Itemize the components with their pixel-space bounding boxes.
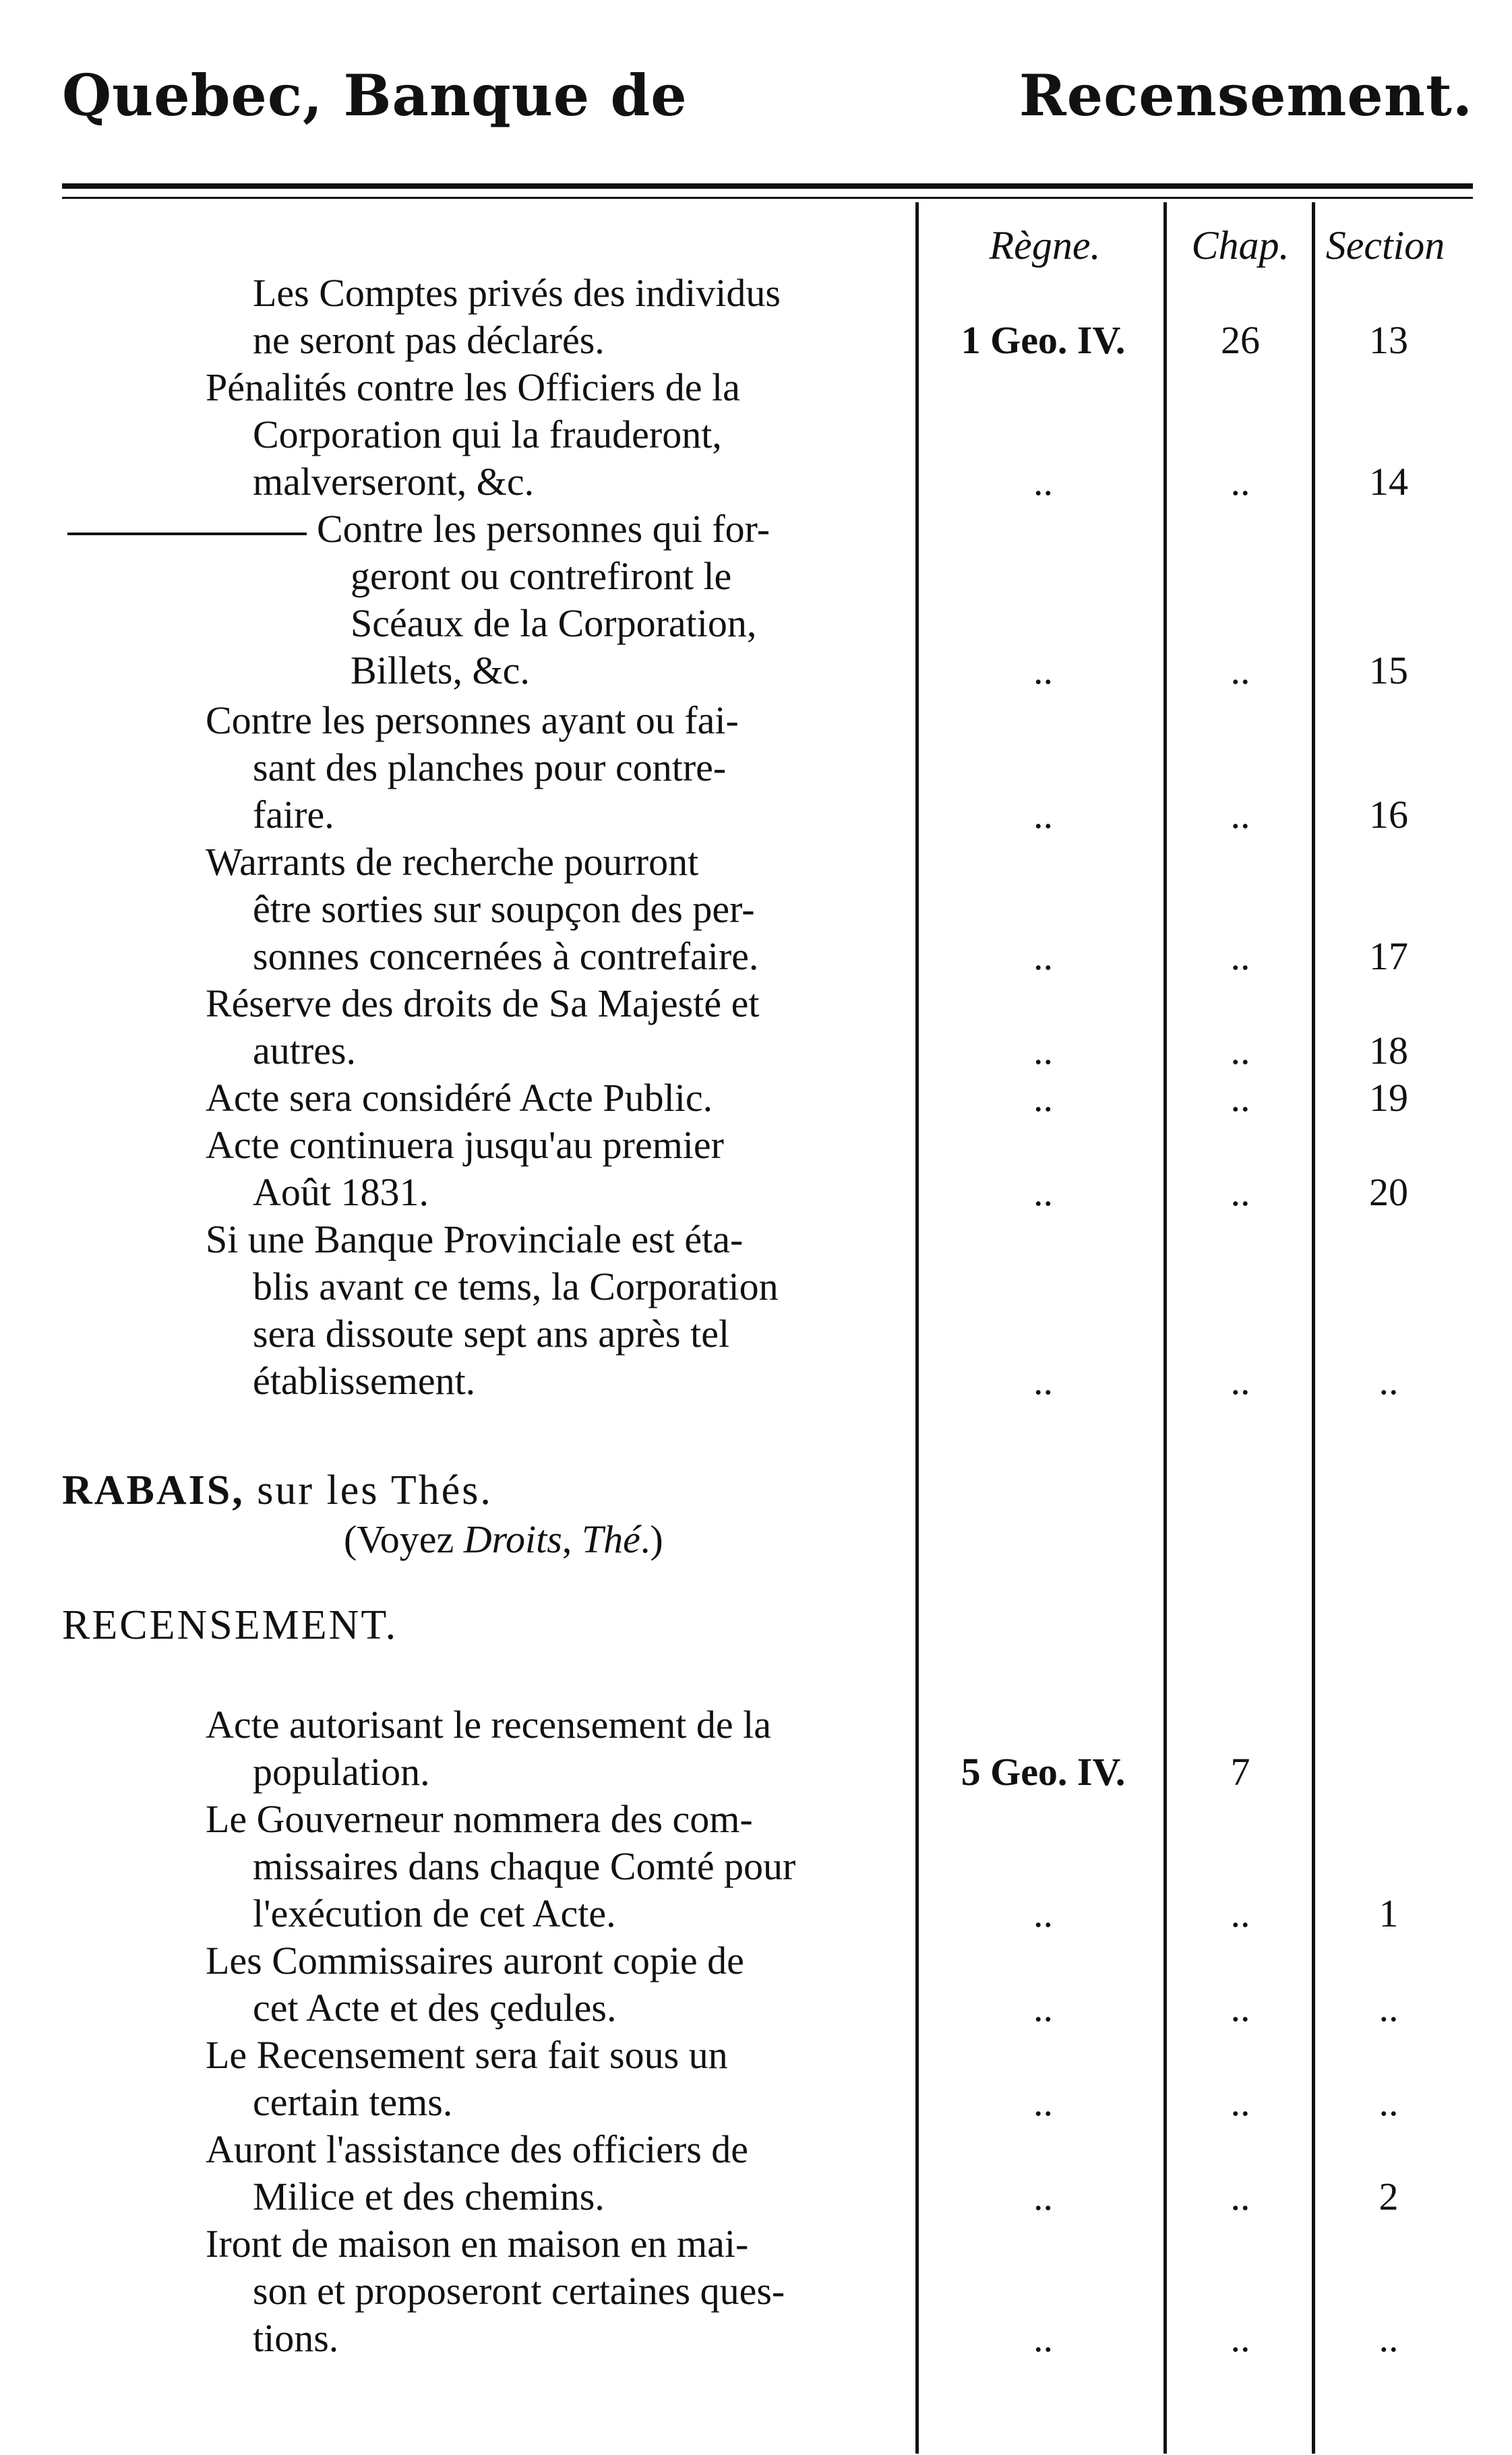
regne-cell: .. [1033, 1076, 1053, 1120]
chap-cell: .. [1230, 2175, 1250, 2218]
section-cell: 20 [1369, 1170, 1408, 1214]
column-rule-text [915, 202, 919, 2454]
ref-close: .) [640, 1517, 663, 1561]
entry-line: autres. [253, 1029, 356, 1072]
entry-line: population. [253, 1750, 430, 1794]
section-cell: 18 [1369, 1029, 1408, 1072]
section-cell: 15 [1369, 648, 1408, 692]
entry-line: son et proposeront certaines ques- [253, 2269, 785, 2313]
entry-line: malverseront, &c. [253, 460, 535, 504]
regne-cell: .. [1033, 1986, 1053, 2030]
regne-cell: 5 Geo. IV. [961, 1750, 1126, 1794]
entry-line: sant des planches pour contre- [253, 746, 727, 789]
regne-cell: .. [1033, 460, 1053, 504]
header-rule-thin [62, 197, 1473, 199]
entry-line: Corporation qui la frauderont, [253, 413, 722, 456]
section-cell: 2 [1379, 2175, 1399, 2218]
ref-separator: , [562, 1517, 582, 1561]
entry-line: Le Gouverneur nommera des com- [206, 1797, 753, 1841]
entry-line: Milice et des chemins. [253, 2175, 605, 2218]
entry-line: Pénalités contre les Officiers de la [206, 365, 740, 409]
entry-line: Le Recensement sera fait sous un [206, 2033, 728, 2077]
chap-cell: .. [1230, 1359, 1250, 1403]
entry-line: Acte autorisant le recensement de la [206, 1703, 771, 1747]
entry-line: sonnes concernées à contrefaire. [253, 934, 759, 978]
entry-line: Contre les personnes qui for- [317, 507, 770, 551]
regne-cell: .. [1033, 1170, 1053, 1214]
ditto-dash [67, 533, 307, 535]
entry-line: Warrants de recherche pourront [206, 840, 699, 884]
section-cell: 16 [1369, 793, 1408, 837]
regne-cell: .. [1033, 1029, 1053, 1072]
regne-cell: .. [1033, 648, 1053, 692]
entry-line: Acte continuera jusqu'au premier [206, 1123, 724, 1167]
entry-line: être sorties sur soupçon des per- [253, 887, 755, 931]
chap-cell: .. [1230, 2080, 1250, 2124]
section-cell: .. [1379, 1986, 1399, 2030]
recensement-heading: RECENSEMENT. [62, 1602, 398, 1648]
entry-line: Août 1831. [253, 1170, 429, 1214]
section-cell: 14 [1369, 460, 1408, 504]
entry-line: établissement. [253, 1359, 476, 1403]
entry-line: Les Commissaires auront copie de [206, 1939, 744, 1982]
entry-line: faire. [253, 793, 334, 837]
entry-line: geront ou contrefiront le [351, 554, 732, 598]
entry-line: Les Comptes privés des individus [253, 271, 781, 315]
chap-cell: .. [1230, 1076, 1250, 1120]
rabais-note: sur les Thés. [244, 1467, 493, 1513]
chap-cell: .. [1230, 1891, 1250, 1935]
rabais-heading [62, 1469, 493, 1511]
column-rule-regne [1163, 202, 1167, 2454]
column-head-chap: Chap. [1191, 223, 1290, 268]
entry-line: Scéaux de la Corporation, [351, 601, 757, 645]
entry-line: Iront de maison en maison en mai- [206, 2222, 749, 2266]
voyez-label: (Voyez [344, 1517, 464, 1561]
column-head-section: Section [1325, 223, 1445, 268]
entry-line: Réserve des droits de Sa Majesté et [206, 981, 760, 1025]
section-cell: .. [1379, 1359, 1399, 1403]
cross-reference [344, 1517, 663, 1561]
entry-line: Auront l'assistance des officiers de [206, 2127, 749, 2171]
entry-line: blis avant ce tems, la Corporation [253, 1265, 779, 1308]
entry-line: certain tems. [253, 2080, 453, 2124]
entry-line: cet Acte et des çedules. [253, 1986, 617, 2030]
regne-cell: .. [1033, 934, 1053, 978]
regne-cell: .. [1033, 2175, 1053, 2218]
entry-line: sera dissoute sept ans après tel [253, 1312, 730, 1356]
section-cell: 19 [1369, 1076, 1408, 1120]
entry-line: Billets, &c. [351, 648, 530, 692]
entry-line: ne seront pas déclarés. [253, 318, 605, 362]
rabais-term: RABAIS, [62, 1467, 245, 1513]
regne-cell: .. [1033, 793, 1053, 837]
regne-cell: .. [1033, 2316, 1053, 2360]
chap-cell: .. [1230, 1170, 1250, 1214]
section-cell: .. [1379, 2316, 1399, 2360]
column-rule-chap [1312, 202, 1315, 2454]
chap-cell: .. [1230, 460, 1250, 504]
running-header-right: Recensement. [1019, 62, 1473, 129]
chap-cell: .. [1230, 2316, 1250, 2360]
entry-line: missaires dans chaque Comté pour [253, 1844, 796, 1888]
chap-cell: .. [1230, 934, 1250, 978]
chap-cell: .. [1230, 1029, 1250, 1072]
section-cell: 1 [1379, 1891, 1399, 1935]
entry-line: Acte sera considéré Acte Public. [206, 1076, 713, 1120]
chap-cell: 7 [1230, 1750, 1250, 1794]
chap-cell: .. [1230, 648, 1250, 692]
section-cell: 13 [1369, 318, 1408, 362]
entry-line: Si une Banque Provinciale est éta- [206, 1217, 744, 1261]
column-head-regne: Règne. [989, 223, 1101, 268]
chap-cell: .. [1230, 1986, 1250, 2030]
entry-line: Contre les personnes ayant ou fai- [206, 698, 739, 742]
entry-line: tions. [253, 2316, 339, 2360]
section-cell: 17 [1369, 934, 1408, 978]
header-rule-thick [62, 183, 1473, 189]
chap-cell: 26 [1221, 318, 1260, 362]
regne-cell: .. [1033, 2080, 1053, 2124]
regne-cell: .. [1033, 1359, 1053, 1403]
regne-cell: 1 Geo. IV. [961, 318, 1126, 362]
chap-cell: .. [1230, 793, 1250, 837]
ref-the: Thé [581, 1517, 640, 1561]
running-header-left: Quebec, Banque de [62, 62, 688, 129]
ref-droits: Droits [463, 1517, 562, 1561]
regne-cell: .. [1033, 1891, 1053, 1935]
section-cell: .. [1379, 2080, 1399, 2124]
entry-line: l'exécution de cet Acte. [253, 1891, 616, 1935]
